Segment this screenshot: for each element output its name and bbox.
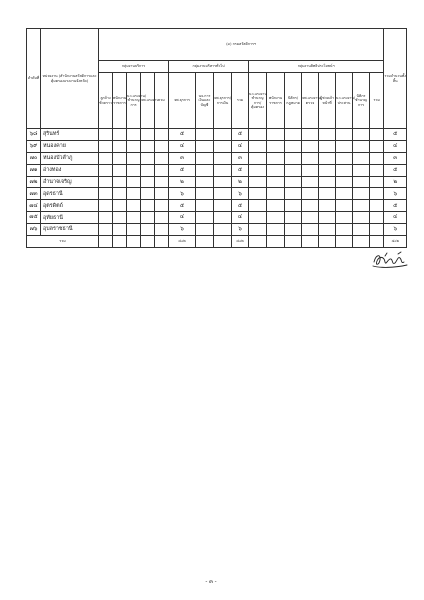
row-grand-total: ๔ [384, 140, 407, 152]
summary-grand-total: ๔๐๒ [384, 236, 407, 248]
table-row [27, 129, 407, 141]
subheader: พนักงานราชการ [267, 73, 285, 129]
row-order: ๗๔ [27, 200, 41, 212]
staff-allocation-table [26, 28, 407, 248]
row-order: ๗๒ [27, 176, 41, 188]
row-admin-staff: ๖ [169, 188, 196, 200]
header-group-admin: กลุ่มงานบริหารทั่วไป [169, 61, 249, 73]
table-row [27, 176, 407, 188]
row-grand-total: ๕ [384, 129, 407, 141]
subheader: รวม [232, 73, 249, 129]
summary-label: รวม [27, 236, 99, 248]
row-admin-staff: ๓ [169, 152, 196, 164]
subheader: นิติกร/กฎหมาย [285, 73, 302, 129]
row-grand-total: ๒ [384, 176, 407, 188]
row-agency-name: สุรินทร์ [41, 129, 99, 141]
subheader: นว.แรงงาน/ชำนาญการ [127, 73, 141, 129]
row-order: ๗๓ [27, 188, 41, 200]
subheader: นจ.การเงินและบัญชี [196, 73, 214, 129]
row-grand-total: ๕ [384, 164, 407, 176]
subheader: จพ.ธุรการ/การเงิน [214, 73, 232, 129]
row-admin-total: ๕ [232, 164, 249, 176]
row-admin-total: ๔ [232, 212, 249, 224]
table-row [27, 152, 407, 164]
row-admin-staff: ๖ [169, 224, 196, 236]
subheader: นิติกรชำนาญการ [353, 73, 370, 129]
table-row [27, 188, 407, 200]
row-order: ๗๐ [27, 152, 41, 164]
header-total-column: รวมจำนวนทั้งสิ้น [384, 29, 407, 129]
header-group-rights: กลุ่มงานสิทธิประโยชน์ฯ [249, 61, 384, 73]
row-agency-name: อำนาจเจริญ [41, 176, 99, 188]
row-grand-total: ๖ [384, 188, 407, 200]
row-agency-name: หนองคาย [41, 140, 99, 152]
header-row-1 [27, 29, 407, 61]
row-agency-name: อุบลราชธานี [41, 224, 99, 236]
row-grand-total: ๖ [384, 224, 407, 236]
row-agency-name: อุทัยธานี [41, 212, 99, 224]
subheader: จพ.แรงงาน/ตรวจ [302, 73, 319, 129]
row-admin-staff: ๕ [169, 164, 196, 176]
header-department: (๓) กรมสวัสดิการฯ [99, 29, 384, 61]
row-order: ๗๑ [27, 164, 41, 176]
row-grand-total: ๓ [384, 152, 407, 164]
row-admin-staff: ๒ [169, 176, 196, 188]
summary-row [27, 236, 407, 248]
subheader: ลูกจ้างชั่วคราว [99, 73, 113, 129]
row-order: ๖๙ [27, 140, 41, 152]
subheader: จพ.ธุรการ [169, 73, 196, 129]
row-admin-total: ๕ [232, 129, 249, 141]
table-row [27, 140, 407, 152]
table-row [27, 200, 407, 212]
row-admin-total: ๓ [232, 152, 249, 164]
row-admin-staff: ๔ [169, 212, 196, 224]
row-agency-name: อุตรดิตถ์ [41, 200, 99, 212]
row-admin-staff: ๔ [169, 140, 196, 152]
header-order: ลำดับที่ [27, 29, 41, 129]
subheader: รวม [370, 73, 384, 129]
row-admin-total: ๔ [232, 140, 249, 152]
row-order: ๗๕ [27, 212, 41, 224]
row-admin-staff: ๕ [169, 129, 196, 141]
signature [370, 250, 410, 270]
row-grand-total: ๕ [384, 200, 407, 212]
row-order: ๗๖ [27, 224, 41, 236]
row-admin-staff: ๕ [169, 200, 196, 212]
summary-g1: ๔๐๒ [169, 236, 196, 248]
table-body [27, 129, 407, 236]
subheader: นว.แรงงาน/ประสาน [336, 73, 353, 129]
page-number: - ๓ - [205, 579, 217, 585]
table-row [27, 212, 407, 224]
row-admin-total: ๖ [232, 224, 249, 236]
row-admin-total: ๖ [232, 188, 249, 200]
summary-g1-total: ๔๐๒ [232, 236, 249, 248]
row-agency-name: หนองบัวลำภู [41, 152, 99, 164]
subheader: นว.แรงงานชำนาญการ/คุ้มครอง [249, 73, 267, 129]
row-admin-total: ๒ [232, 176, 249, 188]
table-row [27, 164, 407, 176]
subheader: รวม [155, 73, 169, 129]
row-grand-total: ๔ [384, 212, 407, 224]
header-agency: หน่วยงาน (สำนักงานสวัสดิการและคุ้มครองแรงงานจังหวัด) [41, 29, 99, 129]
row-admin-total: ๕ [232, 200, 249, 212]
subheader: จพ.แรงงาน [141, 73, 155, 129]
row-order: ๖๘ [27, 129, 41, 141]
subheader: ผู้ช่วยเจ้าหน้าที่ [319, 73, 336, 129]
row-agency-name: อุดรธานี [41, 188, 99, 200]
subheader: พนักงานราชการ [113, 73, 127, 129]
table-row [27, 224, 407, 236]
header-group-service: กลุ่มงานบริการ [99, 61, 169, 73]
row-agency-name: อ่างทอง [41, 164, 99, 176]
